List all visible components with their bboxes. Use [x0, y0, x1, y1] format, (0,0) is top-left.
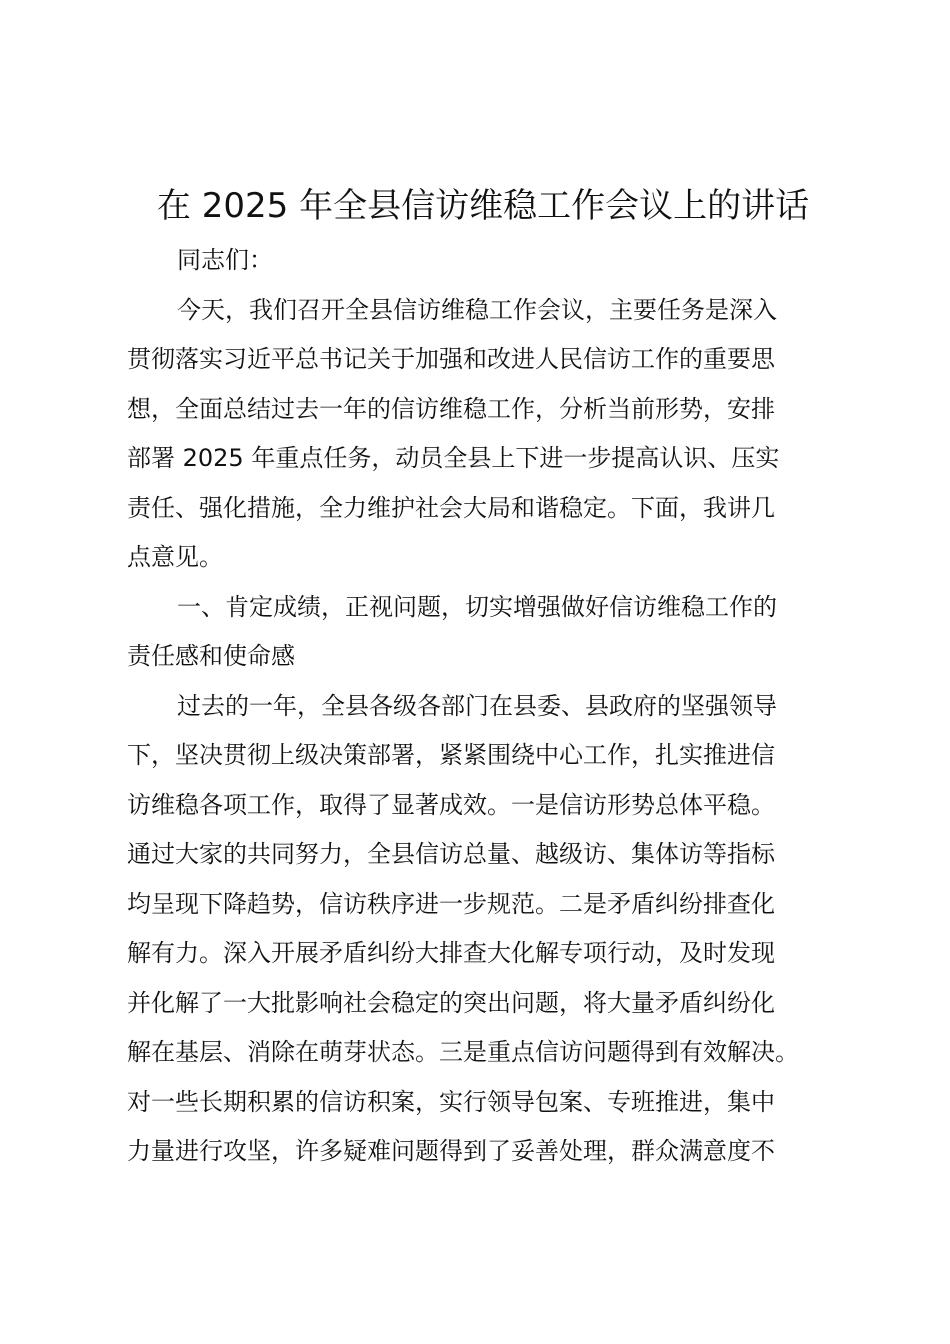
text-line: 对一些长期积累的信访积案，实行领导包案、专班推进，集中 [127, 1087, 775, 1116]
text-line: 同志们： [177, 246, 273, 274]
text-line: 部署 2025 年重点任务，动员全县上下进一步提高认识、压实 [127, 444, 780, 472]
text-line: 解在基层、消除在萌芽状态。三是重点信访问题得到有效解决。 [127, 1038, 799, 1066]
text-line: 力量进行攻坚，许多疑难问题得到了妥善处理，群众满意度不 [127, 1137, 775, 1165]
text-line: 想，全面总结过去一年的信访维稳工作，分析当前形势，安排 [127, 394, 775, 423]
text-line: 通过大家的共同努力，全县信访总量、越级访、集体访等指标 [127, 840, 775, 868]
text-line: 并化解了一大批影响社会稳定的突出问题，将大量矛盾纠纷化 [127, 988, 775, 1017]
text-line: 下，坚决贯彻上级决策部署，紧紧围绕中心工作，扎实推进信 [127, 741, 775, 769]
text-line: 均呈现下降趋势，信访秩序进一步规范。二是矛盾纠纷排查化 [127, 889, 775, 918]
text-line: 责任感和使命感 [127, 642, 295, 670]
document-title: 在 2025 年全县信访维稳工作会议上的讲话 [156, 186, 810, 226]
text-line: 一、肯定成绩，正视问题，切实增强做好信访维稳工作的 [177, 592, 777, 621]
text-line: 责任、强化措施，全力维护社会大局和谐稳定。下面，我讲几 [127, 493, 775, 522]
text-line: 今天，我们召开全县信访维稳工作会议，主要任务是深入 [177, 295, 777, 324]
text-line: 贯彻落实习近平总书记关于加强和改进人民信访工作的重要思 [127, 345, 775, 373]
text-line: 过去的一年，全县各级各部门在县委、县政府的坚强领导 [177, 691, 777, 720]
text-line: 访维稳各项工作，取得了显著成效。一是信访形势总体平稳。 [127, 790, 775, 819]
text-line: 点意见。 [127, 543, 223, 571]
text-line: 解有力。深入开展矛盾纠纷大排查大化解专项行动，及时发现 [127, 939, 775, 967]
document-body [127, 176, 839, 1177]
document-text [127, 236, 839, 1177]
